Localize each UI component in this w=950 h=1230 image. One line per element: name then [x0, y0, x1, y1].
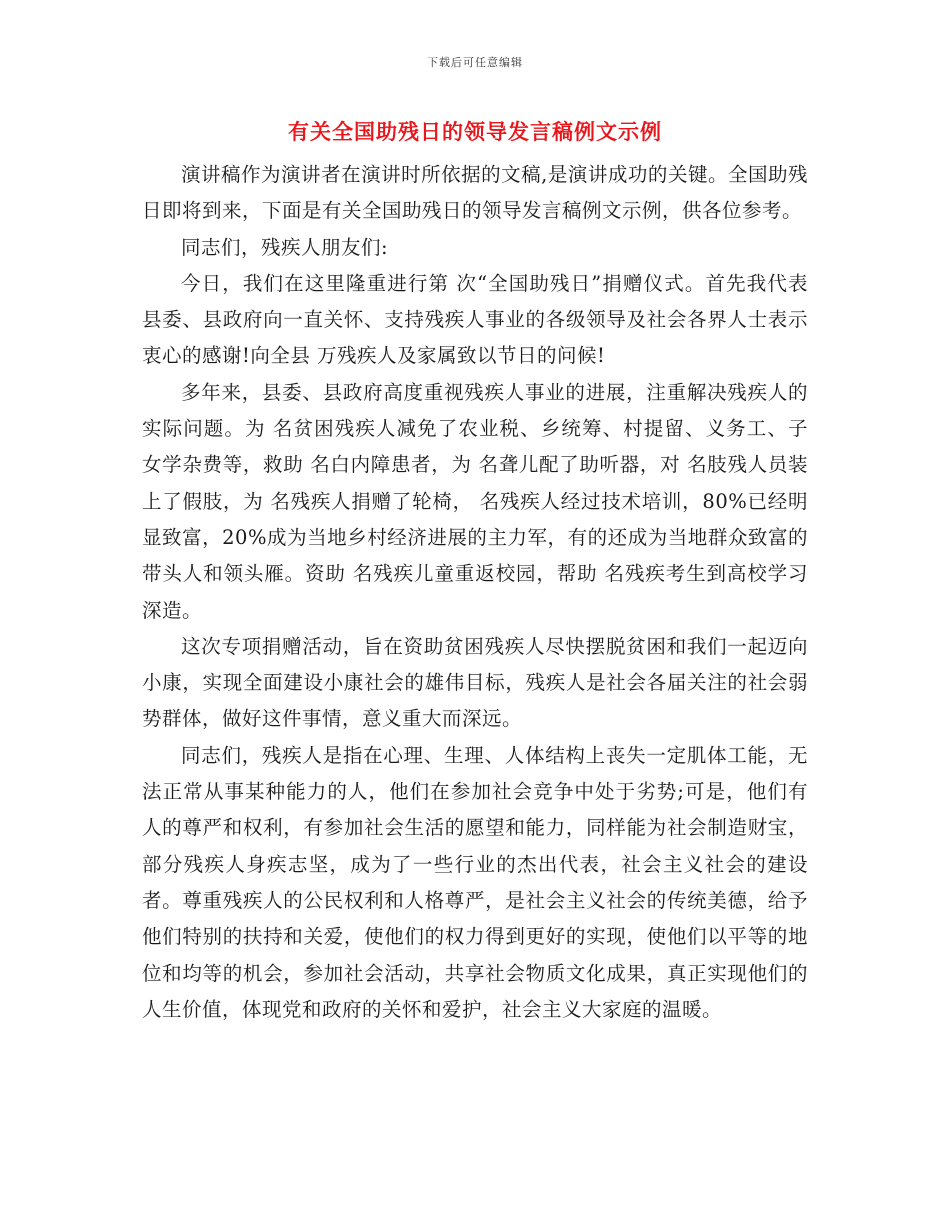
header-note: 下载后可任意编辑	[427, 56, 523, 69]
paragraph-greeting: 同志们，残疾人朋友们:	[181, 235, 389, 259]
paragraph-achievements: 多年来，县委、县政府高度重视残疾人事业的进展，注重解决残疾人的实际问题。为 名贫困残疾人减免了农业税、乡统筹、村提留、义务工、子女学杂费等，救助 名白内障患者，为 名聋儿配了助听器，对 名肢残人员装上了假肢，为 名残疾人捐赠了轮椅， 名残疾人经过技术培训，80%已经明显致富，20%成为当地乡村经济进展的主力军，有的还成为当地群众致富的带头人和领头雁。资助 名残疾儿童重返校园，帮助 名残疾考生到高校学习深造。	[142, 380, 808, 622]
paragraph-ceremony: 今日，我们在这里隆重进行第 次“全国助残日”捐赠仪式。首先我代表县委、县政府向一直关怀、支持残疾人事业的各级领导及社会各界人士表示衷心的感谢!向全县 万残疾人及家属致以节日的问候!	[142, 271, 808, 368]
paragraph-dignity: 同志们，残疾人是指在心理、生理、人体结构上丧失一定肌体工能，无法正常从事某种能力的人，他们在参加社会竞争中处于劣势;可是，他们有人的尊严和权利，有参加社会生活的愿望和能力，同样能为社会制造财宝，部分残疾人身疾志坚，成为了一些行业的杰出代表，社会主义社会的建设者。尊重残疾人的公民权利和人格尊严，是社会主义社会的传统美德，给予他们特别的扶持和关爱，使他们的权力得到更好的实现，使他们以平等的地位和均等的机会，参加社会活动，共享社会物质文化成果，真正实现他们的人生价值，体现党和政府的关怀和爱护，社会主义大家庭的温暖。	[142, 743, 808, 1021]
document-body	[142, 157, 808, 1028]
document-title: 有关全国助残日的领导发言稿例文示例	[288, 119, 662, 144]
paragraph-intro: 演讲稿作为演讲者在演讲时所依据的文稿,是演讲成功的关键。全国助残日即将到来，下面是有关全国助残日的领导发言稿例文示例，供各位参考。	[142, 163, 808, 223]
paragraph-donation-purpose: 这次专项捐赠活动，旨在资助贫困残疾人尽快摆脱贫困和我们一起迈向小康，实现全面建设小康社会的雄伟目标，残疾人是社会各届关注的社会弱势群体，做好这件事情，意义重大而深远。	[142, 634, 808, 731]
